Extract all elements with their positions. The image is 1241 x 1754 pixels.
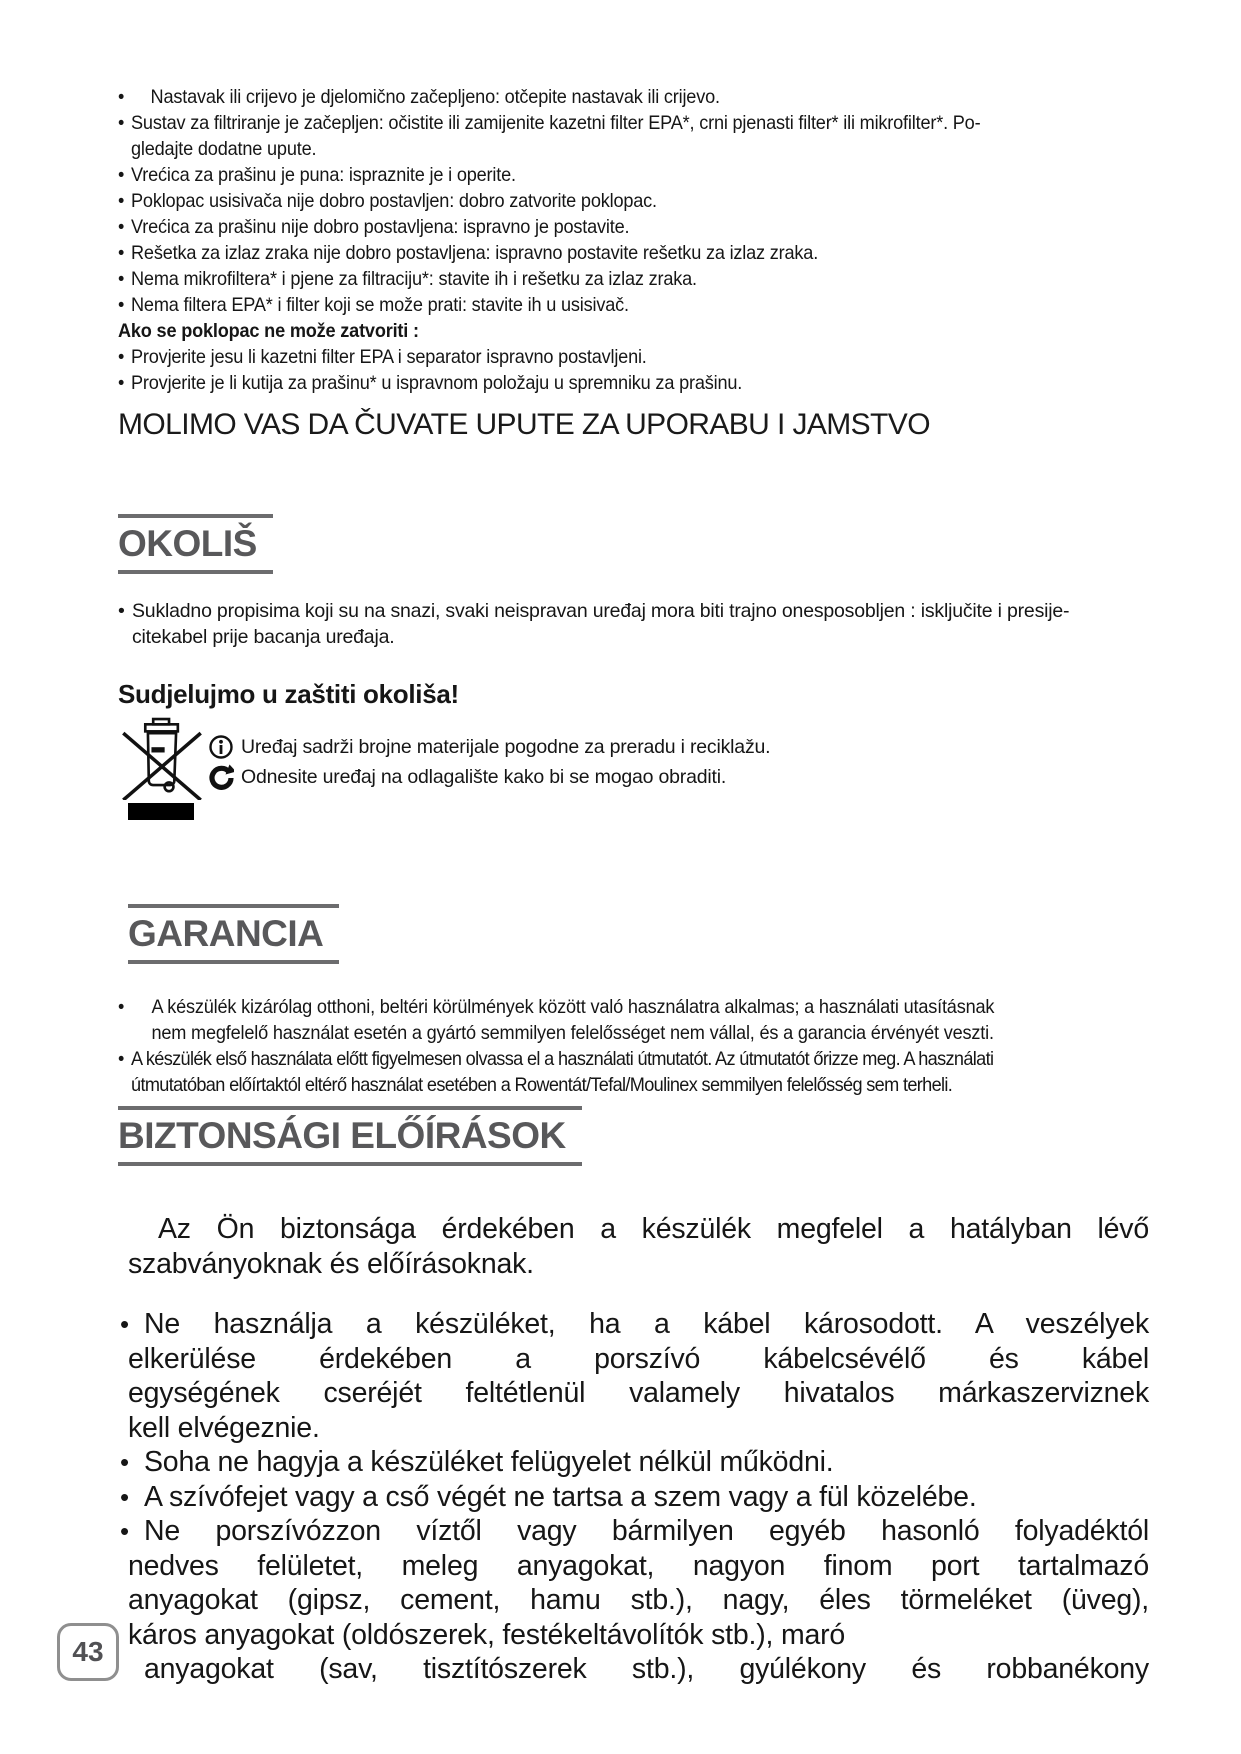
text-line: kell elvégeznie.	[128, 1411, 320, 1444]
text-line: egységének cseréjét feltétlenül valamely hivatalos márkaszerviznek	[128, 1377, 1149, 1409]
text-line: útmutatóban előírtaktól eltérő használat esetében a Rowentát/Tefal/Moulinex semmilyen felelősség sem terheli.	[131, 1074, 953, 1096]
text-line: • Ne porszívózzon víztől vagy bármilyen egyéb hasonló folyadéktól	[144, 1515, 1149, 1547]
recycling-note	[208, 732, 770, 762]
text-line: • A készülék első használata előtt figyelmesen olvassa el a használati útmutatót. Az útmutatót őrizze meg. A használati	[131, 1048, 994, 1070]
list-item	[118, 266, 1150, 292]
environment-subheading: Sudjelujmo u zaštiti okoliša!	[118, 679, 459, 709]
list-item	[118, 240, 1150, 266]
list-item-continuation	[118, 1652, 1149, 1687]
recycling-note	[208, 762, 770, 792]
safety-intro	[118, 1212, 1149, 1281]
list-item	[118, 994, 1150, 1020]
list-item	[118, 292, 1150, 318]
recycle-arrow-icon	[208, 764, 234, 790]
list-item-continuation	[118, 1020, 1150, 1046]
list-item	[118, 214, 1150, 240]
list-item-continuation	[118, 1411, 1149, 1446]
recycling-info-block	[118, 712, 1149, 800]
list-item-continuation	[118, 1376, 1149, 1411]
environment-heading: OKOLIŠ	[118, 514, 273, 574]
text-line: anyagokat (gipsz, cement, hamu stb.), nagy, éles törmeléket (üveg),	[128, 1584, 1149, 1616]
safety-list	[118, 1307, 1149, 1687]
text-line: nedves felületet, meleg anyagokat, nagyon finom port tartalmazó	[128, 1549, 1149, 1582]
text-line: • Nema mikrofiltera* i pjene za filtraciju*: stavite ih i rešetku za izlaz zraka.	[131, 268, 697, 290]
list-item-continuation	[118, 624, 1149, 650]
list-item	[118, 1046, 1150, 1072]
text-line: • Poklopac usisivača nije dobro postavljen: dobro zatvorite poklopac.	[131, 190, 657, 212]
warranty-heading: GARANCIA	[128, 904, 339, 964]
text-line: Odnesite uređaj na odlagalište kako bi se mogao obraditi.	[241, 766, 727, 788]
list-item-continuation	[118, 1583, 1149, 1618]
list-item-continuation	[118, 1342, 1149, 1377]
info-icon	[208, 734, 234, 760]
text-line: • Provjerite jesu li kazetni filter EPA i separator ispravno postavljeni.	[131, 346, 647, 368]
text-line: • Vrećica za prašinu nije dobro postavljena: ispravno je postavite.	[131, 216, 630, 238]
page-content	[118, 84, 1149, 1687]
list-item-continuation	[118, 1072, 1150, 1098]
text-line: Ako se poklopac ne može zatvoriti :	[118, 320, 419, 342]
text-line: • A készülék kizárólag otthoni, beltéri körülmények között való használatra alkalmas; a használati utasításnak	[151, 996, 995, 1018]
text-line: • Vrećica za prašinu je puna: ispraznite je i operite.	[131, 164, 516, 186]
text-line: Az Ön biztonsága érdekében a készülék megfelel a hatályban lévő	[158, 1213, 1149, 1245]
troubleshooting-list	[118, 84, 1150, 396]
text-line: • Nastavak ili crijevo je djelomično začepljeno: otčepite nastavak ili crijevo.	[150, 86, 720, 108]
warranty-list	[118, 994, 1150, 1098]
text-line: elkerülése érdekében a porszívó kábelcsévélő és kábel	[128, 1342, 1149, 1375]
text-line: • Soha ne hagyja a készüléket felügyelet nélkül működni.	[144, 1446, 834, 1478]
recycling-notes	[208, 712, 770, 792]
list-item	[118, 1480, 1149, 1515]
list-item	[118, 1514, 1149, 1549]
text-line: • Sukladno propisima koji su na snazi, svaki neispravan uređaj mora biti trajno onesposobljen : isključite i presije-	[132, 600, 1070, 622]
list-item	[118, 110, 1150, 136]
text-line: • Sustav za filtriranje je začepljen: očistite ili zamijenite kazetni filter EPA*, crni pjenasti filter* ili mikrofilter*. Po-	[131, 112, 981, 134]
list-item	[118, 1445, 1149, 1480]
list-item-continuation	[118, 1618, 1149, 1653]
weee-bin-icon	[118, 712, 206, 800]
text-line: • Ne használja a készüléket, ha a kábel károsodott. A veszélyek	[144, 1308, 1149, 1340]
list-item	[118, 84, 1150, 110]
if-lid-wont-close-label	[118, 318, 1150, 344]
list-item	[118, 162, 1150, 188]
page-number-badge: 43	[57, 1623, 119, 1681]
list-item	[118, 1307, 1149, 1342]
list-item	[118, 370, 1150, 396]
text-line: szabványoknak és előírásoknak.	[128, 1247, 534, 1280]
safety-heading: BIZTONSÁGI ELŐÍRÁSOK	[118, 1106, 582, 1166]
text-line: • A szívófejet vagy a cső végét ne tartsa a szem vagy a fül közelébe.	[144, 1480, 977, 1513]
text-line: gledajte dodatne upute.	[131, 138, 317, 160]
text-line: citekabel prije bacanja uređaja.	[132, 626, 395, 648]
list-item	[118, 344, 1150, 370]
list-item-continuation	[118, 136, 1150, 162]
list-item	[118, 188, 1150, 214]
text-line: • Nema filtera EPA* i filter koji se može prati: stavite ih u usisivač.	[131, 294, 629, 316]
text-line: káros anyagokat (oldószerek, festékeltávolítók stb.), maró	[128, 1618, 846, 1651]
list-item	[118, 598, 1149, 624]
list-item-continuation	[118, 1549, 1149, 1584]
text-line: Uređaj sadrži brojne materijale pogodne za preradu i reciklažu.	[241, 736, 771, 758]
text-line: nem megfelelő használat esetén a gyártó semmilyen felelősséget nem vállal, és a garancia érvényét veszti.	[151, 1022, 994, 1044]
weee-black-bar	[128, 803, 194, 820]
keep-instructions-note: MOLIMO VAS DA ČUVATE UPUTE ZA UPORABU I JAMSTVO	[118, 408, 930, 441]
environment-rule	[118, 598, 1149, 650]
text-line: • Rešetka za izlaz zraka nije dobro postavljena: ispravno postavite rešetku za izlaz zraka.	[131, 242, 819, 264]
text-line: • Provjerite je li kutija za prašinu* u ispravnom položaju u spremniku za prašinu.	[131, 372, 743, 394]
text-line: anyagokat (sav, tisztítószerek stb.), gyúlékony és robbanékony	[144, 1653, 1149, 1685]
